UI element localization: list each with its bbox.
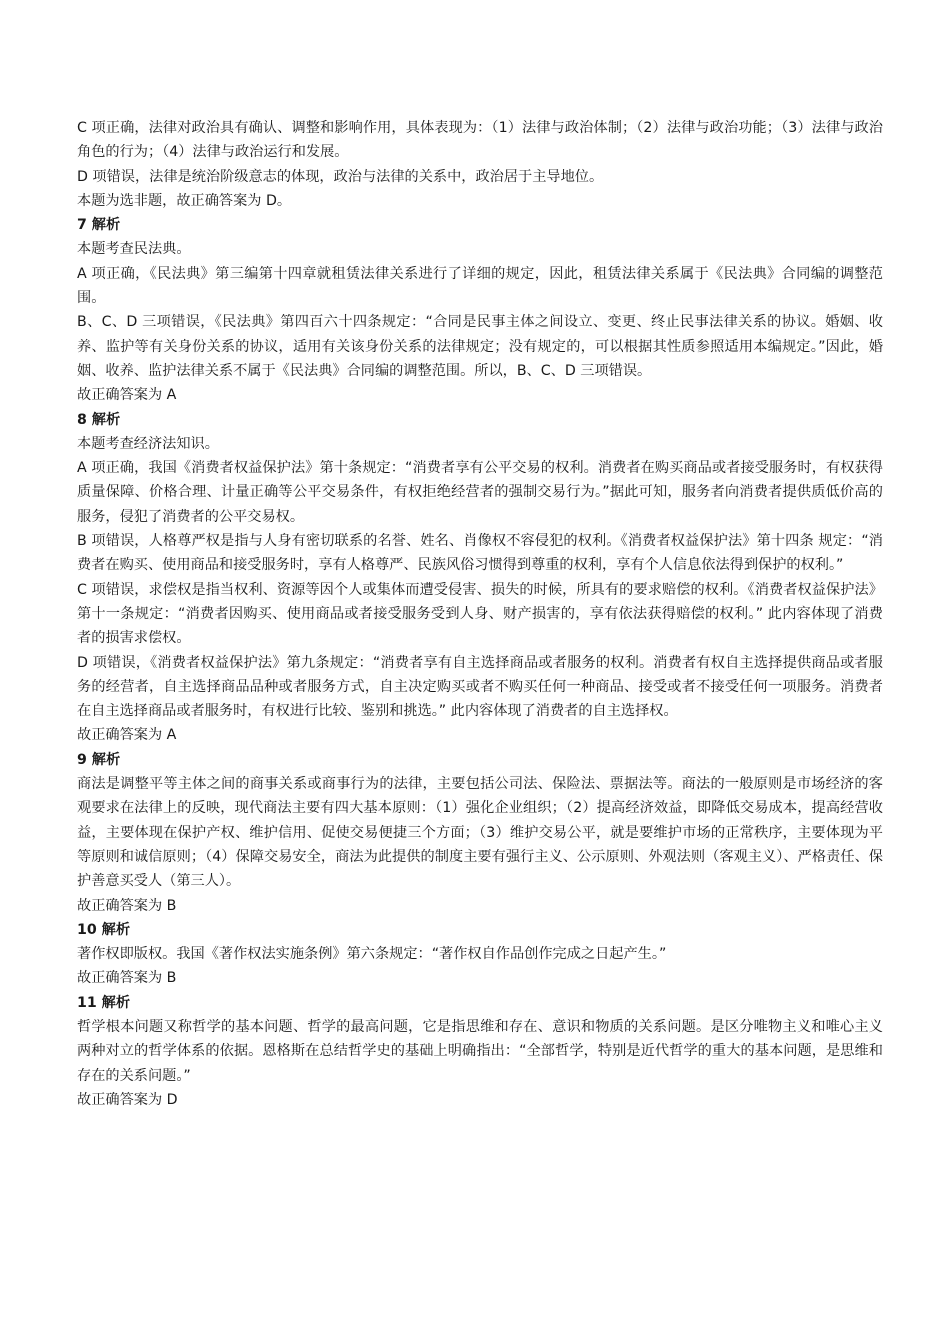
section-heading: 10 解析	[77, 921, 131, 938]
paragraph: A 项正确，我国《消费者权益保护法》第十条规定：“消费者享有公平交易的权利。消费者在购买商品或者接受服务时，有权获得质量保障、价格合理、计量正确等公平交易条件，有权拒绝经营者的强制交易行为。”据此可知，服务者向消费者提供质低价高的服务，侵犯了消费者的公平交易权。	[77, 460, 883, 525]
document-body	[77, 116, 883, 1112]
answer-line: 故正确答案为 A	[77, 727, 177, 744]
paragraph: B 项错误，人格尊严权是指与人身有密切联系的名誉、姓名、肖像权不容侵犯的权利。《消费者权益保护法》第十四条 规定：“消费者在购买、使用商品和接受服务时，享有人格尊严、民族风俗习惯得到尊重的权利，享有个人信息依法得到保护的权利。”	[77, 533, 883, 574]
paragraph: D 项错误，法律是统治阶级意志的体现，政治与法律的关系中，政治居于主导地位。	[77, 168, 604, 185]
section-heading: 7 解析	[77, 217, 121, 234]
paragraph: 商法是调整平等主体之间的商事关系或商事行为的法律，主要包括公司法、保险法、票据法等。商法的一般原则是市场经济的客观要求在法律上的反映，现代商法主要有四大基本原则：（1）强化企业组织；（2）提高经济效益，即降低交易成本，提高经营收益，主要体现在保护产权、维护信用、促使交易便捷三个方面；（3）维护交易公平，就是要维护市场的正常秩序，主要体现为平等原则和诚信原则；（4）保障交易安全，商法为此提供的制度主要有强行主义、公示原则、外观法则（客观主义）、严格责任、保护善意买受人（第三人）。	[77, 776, 883, 890]
answer-line: 故正确答案为 B	[77, 970, 177, 987]
section-heading: 8 解析	[77, 411, 121, 428]
section-heading: 9 解析	[77, 751, 121, 768]
answer-line: 故正确答案为 D	[77, 1091, 178, 1108]
paragraph: 本题考查经济法知识。	[77, 435, 219, 452]
paragraph: 本题为选非题，故正确答案为 D。	[77, 192, 292, 209]
paragraph: C 项错误，求偿权是指当权利、资源等因个人或集体而遭受侵害、损失的时候，所具有的要求赔偿的权利。《消费者权益保护法》第十一条规定：“消费者因购买、使用商品或者接受服务受到人身、财产损害的，享有依法获得赔偿的权利。” 此内容体现了消费者的损害求偿权。	[77, 581, 883, 647]
paragraph: A 项正确，《民法典》第三编第十四章就租赁法律关系进行了详细的规定，因此，租赁法律关系属于《民法典》合同编的调整范围。	[77, 265, 883, 307]
paragraph: B、C、D 三项错误，《民法典》第四百六十四条规定：“合同是民事主体之间设立、变更、终止民事法律关系的协议。婚姻、收养、监护等有关身份关系的协议，适用有关该身份关系的法律规定；没有规定的，可以根据其性质参照适用本编规定。”因此，婚姻、收养、监护法律关系不属于《民法典》合同编的调整范围。所以，B、C、D 三项错误。	[77, 314, 883, 379]
answer-line: 故正确答案为 A	[77, 387, 177, 404]
paragraph: D 项错误，《消费者权益保护法》第九条规定：“消费者享有自主选择商品或者服务的权利。消费者有权自主选择提供商品或者服务的经营者，自主选择商品品种或者服务方式，自主决定购买或者不购买任何一种商品、接受或者不接受任何一项服务。消费者在自主选择商品或者服务时，有权进行比较、鉴别和挑选。” 此内容体现了消费者的自主选择权。	[77, 654, 883, 720]
answer-line: 故正确答案为 B	[77, 897, 177, 914]
paragraph: C 项正确，法律对政治具有确认、调整和影响作用，具体表现为：（1）法律与政治体制；（2）法律与政治功能；（3）法律与政治角色的行为；（4）法律与政治运行和发展。	[77, 120, 883, 161]
paragraph: 本题考查民法典。	[77, 241, 191, 258]
section-heading: 11 解析	[77, 994, 131, 1011]
paragraph: 哲学根本问题又称哲学的基本问题、哲学的最高问题，它是指思维和存在、意识和物质的关系问题。是区分唯物主义和唯心主义两种对立的哲学体系的依据。恩格斯在总结哲学史的基础上明确指出：“全部哲学，特别是近代哲学的重大的基本问题，是思维和存在的关系问题。”	[77, 1018, 883, 1084]
paragraph: 著作权即版权。我国《著作权法实施条例》第六条规定：“著作权自作品创作完成之日起产生。”	[77, 946, 667, 963]
